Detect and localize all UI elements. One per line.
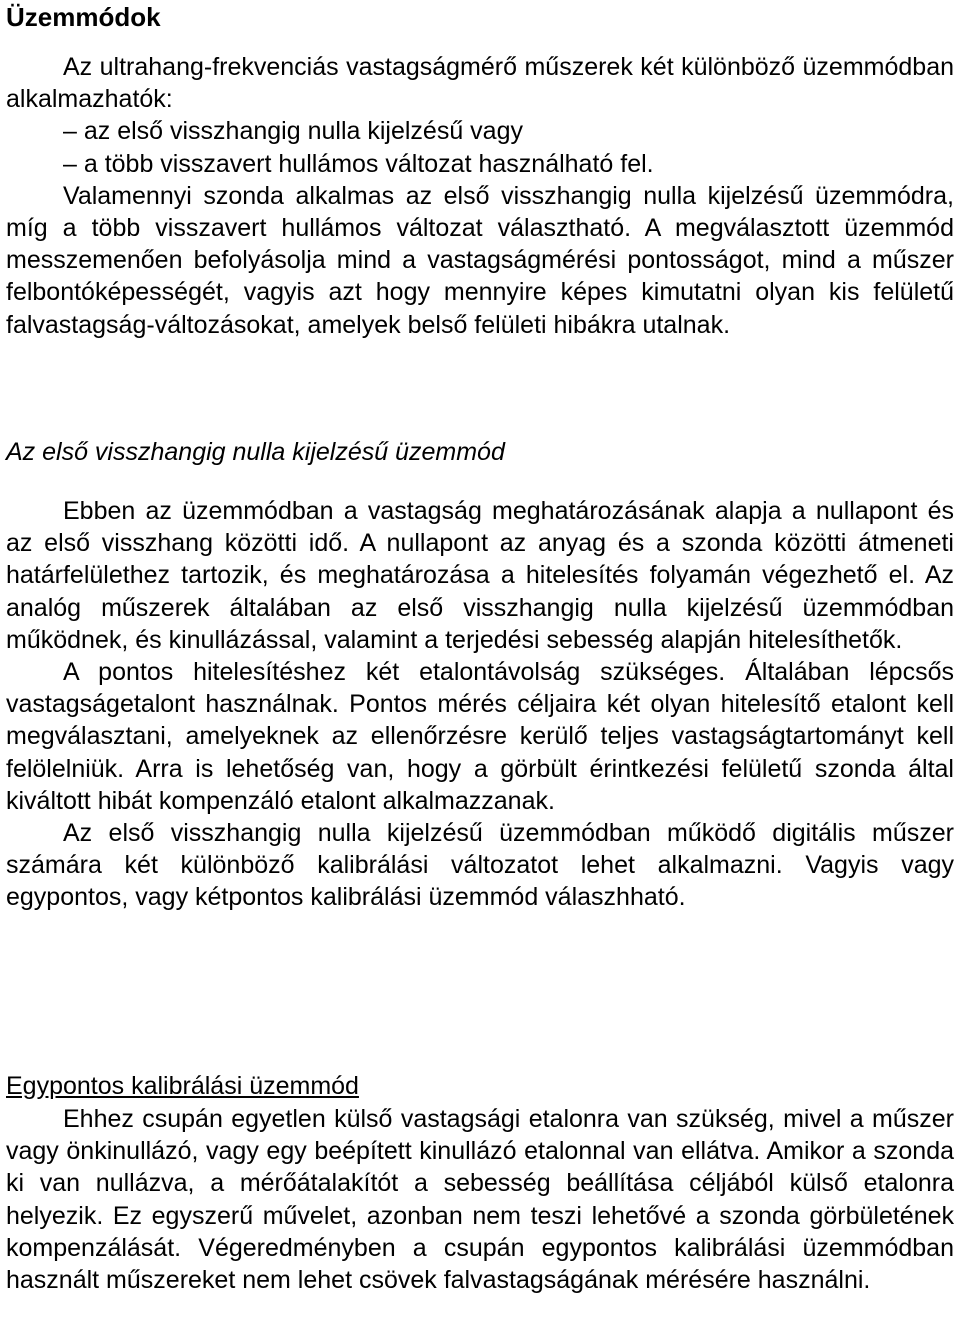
- first-echo-paragraph-3: Az első visszhangig nulla kijelzésű üzemmódban működő digitális műszer számára két különböző kalibrálási változatot lehet alkalmazni. Vagyis vagy egypontos, vagy kétpontos kalibrálási üzemmód válaszhható.: [6, 819, 954, 912]
- first-echo-paragraph-1: Ebben az üzemmódban a vastagság meghatározásának alapja a nullapont és az első visszhang közötti idő. A nullapont az anyag és a szonda közötti átmeneti határfelülethez tartozik, és meghatározása a hitelesítés folyamán végezhető el. Az analóg műszerek általában az első visszhangig nulla kijelzésű üzemmódban működnek, és kinullázással, valamint a terjedési sebesség alapján hitelesíthetők.: [6, 497, 954, 654]
- intro-section: [6, 51, 954, 341]
- section-heading-single-point-calibration: Egypontos kalibrálási üzemmód: [6, 1072, 359, 1100]
- page-title: Üzemmódok: [6, 2, 161, 32]
- section-heading-first-echo-mode: Az első visszhangig nulla kijelzésű üzemmód: [6, 438, 505, 466]
- first-echo-mode-section: [6, 495, 954, 914]
- first-echo-paragraph-2: A pontos hitelesítéshez két etalontávolság szükséges. Általában lépcsős vastagságetalont használnak. Pontos mérés céljaira két olyan hitelesítő etalont kell megválasztani, amelyeknek az ellenőrzésre kerülő teljes vastagságtartományt kell felölelniük. Arra is lehetőség van, hogy a görbült érintkezési felületű szonda által kiváltott hibát kompenzáló etalont alkalmazzanak.: [6, 658, 954, 815]
- intro-lead-paragraph: Az ultrahang-frekvenciás vastagságmérő műszerek két különböző üzemmódban alkalmazhatók:: [6, 53, 954, 114]
- single-point-calibration-section: [6, 1103, 954, 1296]
- intro-body-paragraph: Valamennyi szonda alkalmas az első visszhangig nulla kijelzésű üzemmódra, míg a több visszavert hullámos változat választható. A megválasztott üzemmód messzemenően befolyásolja mind a vastagságmérési pontosságot, mind a műszer felbontóképességét, vagyis azt hogy mennyire képes kimutatni olyan kis felületű falvastagság-változásokat, amelyek belső felületi hibákra utalnak.: [6, 181, 954, 339]
- mode-list-item-1: – az első visszhangig nulla kijelzésű vagy: [63, 117, 523, 146]
- single-point-paragraph: Ehhez csupán egyetlen külső vastagsági etalonra van szükség, mivel a műszer vagy önkinullázó, vagy egy beépített kinullázó etalonnal van ellátva. Amikor a szonda ki van nullázva, a mérőátalakítót a sebesség beállítása céljából külső etalonra helyezik. Ez egyszerű művelet, azonban nem teszi lehetővé a szonda görbületének kompenzálását. Végeredményben a csupán egypontos kalibrálási üzemmódban használt műszereket nem lehet csövek falvastagságának mérésére használni.: [6, 1105, 954, 1295]
- mode-list-item-2: – a több visszavert hullámos változat használható fel.: [63, 149, 654, 178]
